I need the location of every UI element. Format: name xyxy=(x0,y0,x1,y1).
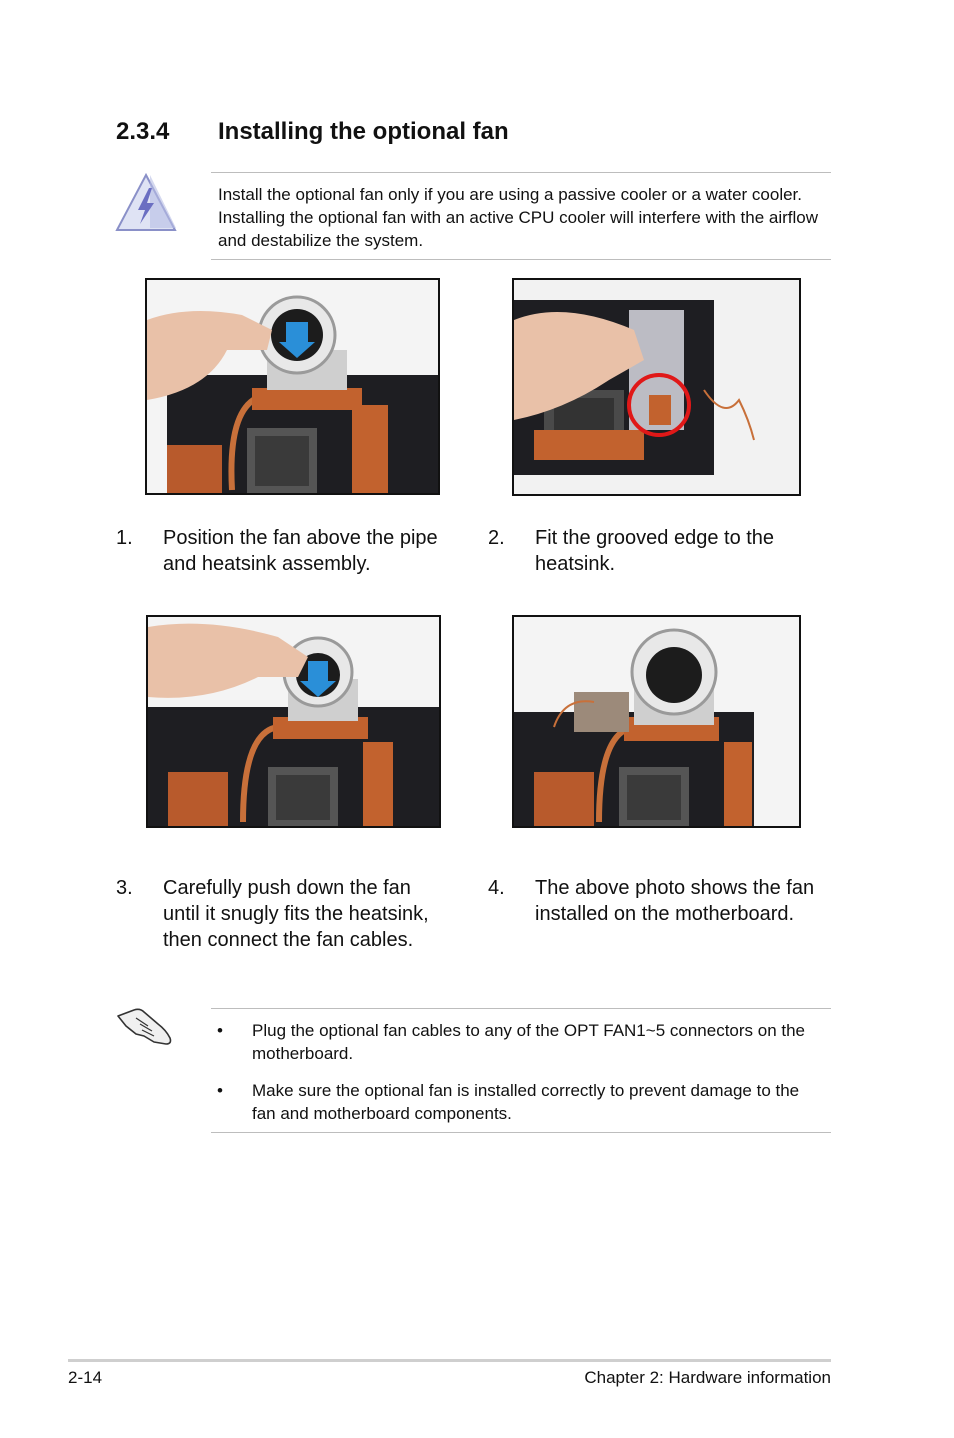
step-2-text: Fit the grooved edge to the heatsink. xyxy=(535,527,775,575)
hand-pointing-icon xyxy=(114,1006,176,1048)
fan-install-photo-2 xyxy=(512,278,801,496)
note-box xyxy=(211,1008,831,1133)
chapter-title: Chapter 2: Hardware information xyxy=(584,1368,831,1387)
fan-install-photo-3 xyxy=(146,615,441,828)
step-2-number: 2. xyxy=(488,527,505,549)
note-bullet: • xyxy=(217,1021,223,1040)
fan-install-photo-1 xyxy=(145,278,440,495)
fan-install-photo-4 xyxy=(512,615,801,828)
step-1-text: Position the fan above the pipe and heatsink assembly. xyxy=(163,527,438,575)
page-number: 2-14 xyxy=(68,1368,103,1387)
footer-divider xyxy=(68,1359,831,1362)
step-3-text: Carefully push down the fan until it snugly fits the heatsink, then connect the fan cables. xyxy=(163,877,429,951)
warning-text: Install the optional fan only if you are using a passive cooler or a water cooler. Installing the optional fan with an active CPU cooler will interfere with the airflow and destabilize the system. xyxy=(218,185,819,250)
section-number: 2.3.4 xyxy=(116,118,170,145)
step-4-number: 4. xyxy=(488,877,505,899)
note-bullet: • xyxy=(217,1081,223,1100)
warning-box xyxy=(211,172,831,260)
warning-lightning-icon xyxy=(114,172,178,234)
note-text: Plug the optional fan cables to any of the OPT FAN1~5 connectors on the motherboard. xyxy=(252,1021,806,1063)
step-4-text: The above photo shows the fan installed on the motherboard. xyxy=(535,877,815,925)
section-title: Installing the optional fan xyxy=(218,118,509,145)
step-1-number: 1. xyxy=(116,527,133,549)
step-3-number: 3. xyxy=(116,877,133,899)
note-text: Make sure the optional fan is installed correctly to prevent damage to the fan and motherboard components. xyxy=(252,1081,800,1123)
